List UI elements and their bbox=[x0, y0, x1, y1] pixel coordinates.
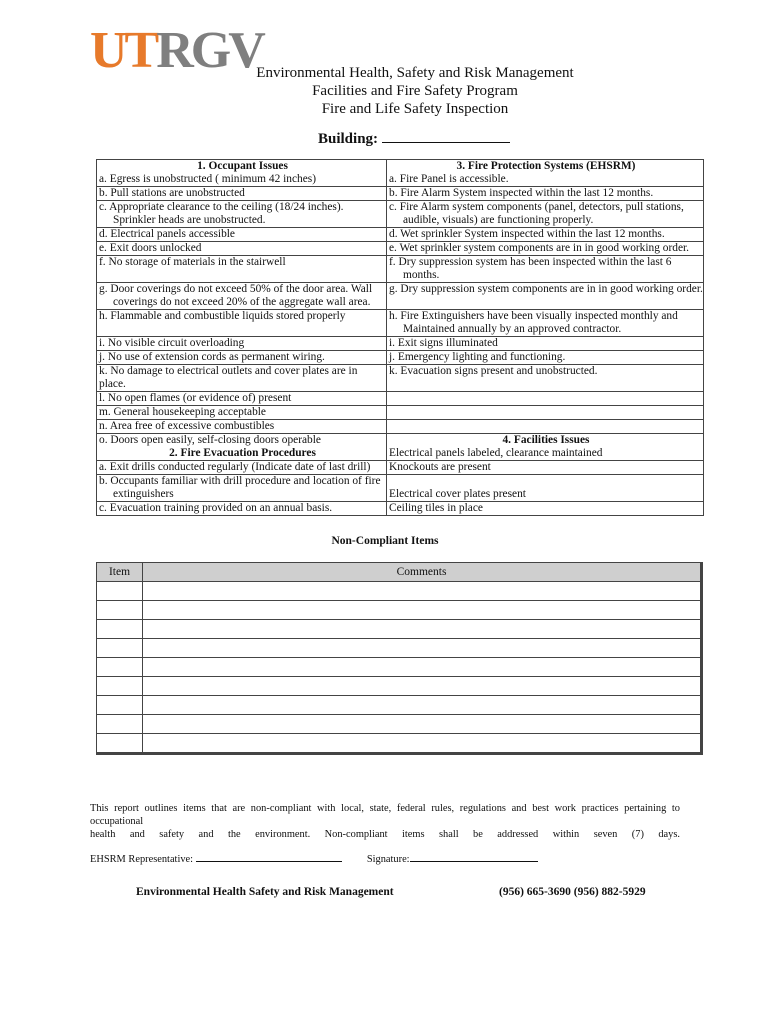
checklist-item[interactable]: Electrical cover plates present bbox=[387, 475, 704, 502]
signature-row bbox=[90, 851, 538, 865]
table-row bbox=[97, 582, 702, 601]
checklist-item[interactable]: b. Fire Alarm System inspected within the last 12 months. bbox=[387, 187, 704, 201]
checklist-item[interactable]: a. Egress is unobstructed ( minimum 42 inches) bbox=[99, 173, 317, 185]
checklist-item[interactable]: k. No damage to electrical outlets and cover plates are in bbox=[99, 365, 358, 377]
checklist-item[interactable]: b. Occupants familiar with drill procedure and location of fire bbox=[99, 475, 381, 487]
title-line-3: Fire and Life Safety Inspection bbox=[321, 101, 509, 117]
department-phones: (956) 665-3690 (956) 882-5929 bbox=[499, 886, 646, 898]
empty-cell bbox=[387, 420, 704, 434]
checklist-item[interactable]: i. Exit signs illuminated bbox=[387, 337, 704, 351]
fire-protection-header: 3. Fire Protection Systems (EHSRM) bbox=[456, 160, 636, 172]
checklist-item[interactable]: g. Dry suppression system components are in in good working order. bbox=[387, 283, 704, 310]
logo-ut: UT bbox=[90, 22, 157, 79]
checklist-item[interactable]: b. Pull stations are unobstructed bbox=[97, 187, 387, 201]
checklist-item[interactable]: c. Appropriate clearance to the ceiling (18/24 inches). bbox=[99, 201, 344, 213]
title-line-2: Facilities and Fire Safety Program bbox=[312, 83, 518, 99]
item-cell[interactable] bbox=[97, 734, 143, 754]
checklist-cell bbox=[97, 160, 387, 187]
comment-cell[interactable] bbox=[143, 582, 702, 601]
table-row bbox=[97, 715, 702, 734]
comment-cell[interactable] bbox=[143, 601, 702, 620]
item-cell[interactable] bbox=[97, 582, 143, 601]
comment-cell[interactable] bbox=[143, 715, 702, 734]
comment-cell[interactable] bbox=[143, 677, 702, 696]
inspection-checklist bbox=[96, 159, 704, 516]
checklist-cell bbox=[387, 256, 704, 283]
signature-label: Signature: bbox=[366, 854, 410, 865]
comment-cell[interactable] bbox=[143, 696, 702, 715]
checklist-item-cont: months. bbox=[403, 269, 440, 281]
building-input-line[interactable] bbox=[382, 128, 510, 143]
table-row bbox=[97, 734, 702, 754]
document-title bbox=[0, 64, 770, 118]
checklist-item-cont: coverings do not exceed 20% of the aggregate wall area. bbox=[113, 296, 371, 308]
checklist-item[interactable]: i. No visible circuit overloading bbox=[97, 337, 387, 351]
item-cell[interactable] bbox=[97, 658, 143, 677]
item-cell[interactable] bbox=[97, 639, 143, 658]
comment-cell[interactable] bbox=[143, 658, 702, 677]
item-cell[interactable] bbox=[97, 620, 143, 639]
checklist-item[interactable]: m. General housekeeping acceptable bbox=[97, 406, 387, 420]
table-row bbox=[97, 620, 702, 639]
checklist-item[interactable]: d. Electrical panels accessible bbox=[97, 228, 387, 242]
title-line-1: Environmental Health, Safety and Risk Management bbox=[256, 65, 574, 81]
checklist-item[interactable]: h. Flammable and combustible liquids stored properly bbox=[97, 310, 387, 337]
checklist-item[interactable]: Electrical panels labeled, clearance maintained bbox=[389, 447, 603, 459]
checklist-cell bbox=[387, 434, 704, 461]
checklist-cell bbox=[97, 475, 387, 502]
checklist-cell bbox=[97, 434, 387, 461]
checklist-item[interactable]: Ceiling tiles in place bbox=[387, 502, 704, 516]
comment-cell[interactable] bbox=[143, 639, 702, 658]
checklist-item-cont: Maintained annually by an approved contractor. bbox=[403, 323, 622, 335]
occupant-issues-header: 1. Occupant Issues bbox=[197, 160, 288, 172]
checklist-item-cont: audible, visuals) are functioning properly. bbox=[403, 214, 594, 226]
representative-input-line[interactable] bbox=[196, 851, 342, 862]
item-cell[interactable] bbox=[97, 715, 143, 734]
item-cell[interactable] bbox=[97, 677, 143, 696]
table-row bbox=[97, 601, 702, 620]
checklist-item[interactable]: f. No storage of materials in the stairwell bbox=[97, 256, 387, 283]
checklist-item[interactable]: e. Wet sprinkler system components are in in good working order. bbox=[387, 242, 704, 256]
statement-line-2: health and safety and the environment. Non-compliant items shall be addressed within seven (7) days. bbox=[90, 829, 680, 840]
checklist-item[interactable]: Knockouts are present bbox=[387, 461, 704, 475]
checklist-cell bbox=[97, 283, 387, 310]
checklist-item[interactable]: k. Evacuation signs present and unobstructed. bbox=[387, 365, 704, 392]
checklist-item[interactable]: n. Area free of excessive combustibles bbox=[97, 420, 387, 434]
checklist-item[interactable]: d. Wet sprinkler System inspected within the last 12 months. bbox=[387, 228, 704, 242]
item-column-header: Item bbox=[97, 563, 143, 582]
empty-cell bbox=[387, 406, 704, 420]
table-row bbox=[97, 677, 702, 696]
department-name: Environmental Health Safety and Risk Management bbox=[136, 886, 394, 898]
checklist-item[interactable]: a. Exit drills conducted regularly (Indicate date of last drill) bbox=[97, 461, 387, 475]
fire-evacuation-header: 2. Fire Evacuation Procedures bbox=[169, 447, 316, 459]
table-row bbox=[97, 639, 702, 658]
signature-input-line[interactable] bbox=[410, 851, 538, 862]
statement-line-1: This report outlines items that are non-compliant with local, state, federal rules, regulations and best work practices pertaining to occupational bbox=[90, 803, 680, 827]
logo-rgv: RGV bbox=[156, 22, 263, 79]
empty-cell bbox=[387, 392, 704, 406]
report-statement bbox=[90, 802, 680, 841]
non-compliant-title: Non-Compliant Items bbox=[331, 535, 439, 547]
checklist-item-cont: Sprinkler heads are unobstructed. bbox=[113, 214, 266, 226]
non-compliant-table bbox=[96, 562, 703, 755]
comment-cell[interactable] bbox=[143, 734, 702, 754]
checklist-item[interactable]: g. Door coverings do not exceed 50% of the door area. Wall bbox=[99, 283, 373, 295]
checklist-cell bbox=[387, 160, 704, 187]
checklist-cell bbox=[387, 310, 704, 337]
checklist-item[interactable]: c. Evacuation training provided on an annual basis. bbox=[97, 502, 387, 516]
checklist-cell bbox=[97, 365, 387, 392]
building-label: Building: bbox=[318, 131, 379, 147]
checklist-cell bbox=[97, 201, 387, 228]
checklist-item[interactable]: c. Fire Alarm system components (panel, detectors, pull stations, bbox=[389, 201, 684, 213]
checklist-item[interactable]: o. Doors open easily, self-closing doors operable bbox=[99, 434, 321, 446]
table-row bbox=[97, 658, 702, 677]
item-cell[interactable] bbox=[97, 601, 143, 620]
item-cell[interactable] bbox=[97, 696, 143, 715]
comment-cell[interactable] bbox=[143, 620, 702, 639]
checklist-item[interactable]: l. No open flames (or evidence of) present bbox=[97, 392, 387, 406]
checklist-item[interactable]: j. No use of extension cords as permanent wiring. bbox=[97, 351, 387, 365]
comments-column-header: Comments bbox=[143, 563, 702, 582]
representative-label: EHSRM Representative: bbox=[90, 854, 194, 865]
checklist-cell bbox=[387, 201, 704, 228]
checklist-item-cont: extinguishers bbox=[113, 488, 174, 500]
checklist-item[interactable]: h. Fire Extinguishers have been visually inspected monthly and bbox=[389, 310, 678, 322]
facilities-issues-header: 4. Facilities Issues bbox=[502, 434, 590, 446]
building-field bbox=[318, 128, 510, 148]
table-row bbox=[97, 696, 702, 715]
checklist-item-cont: place. bbox=[99, 378, 126, 390]
checklist-item[interactable]: f. Dry suppression system has been inspected within the last 6 bbox=[389, 256, 672, 268]
checklist-item[interactable]: a. Fire Panel is accessible. bbox=[389, 173, 509, 185]
checklist-item[interactable]: e. Exit doors unlocked bbox=[97, 242, 387, 256]
checklist-item[interactable]: j. Emergency lighting and functioning. bbox=[387, 351, 704, 365]
